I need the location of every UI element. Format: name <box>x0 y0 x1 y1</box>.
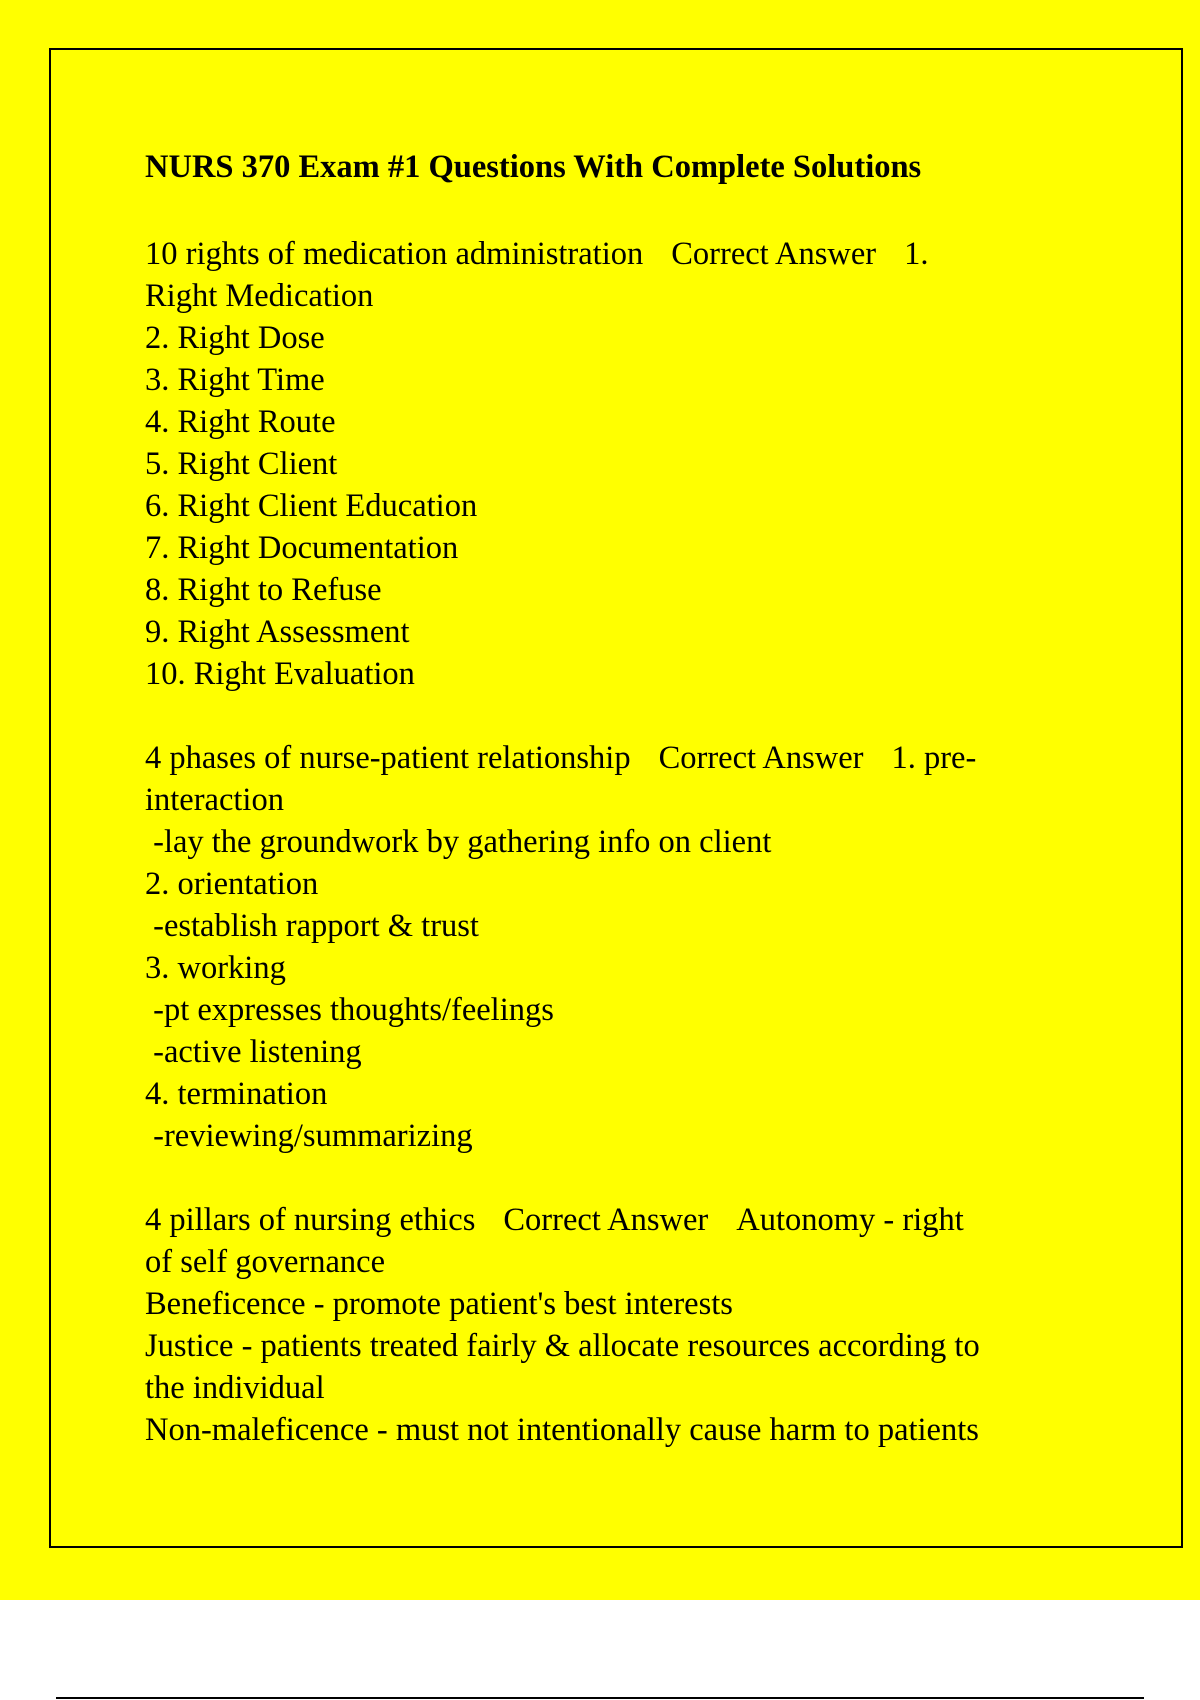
qa-item-3 <box>145 1199 1095 1451</box>
question-text: 4 pillars of nursing ethics <box>145 1202 476 1238</box>
answer-line: Beneficence - promote patient's best interests <box>145 1286 733 1322</box>
answer-line: of self governance <box>145 1244 386 1280</box>
answer-start: 1. pre- <box>891 740 977 776</box>
answer-line: 6. Right Client Education <box>145 488 478 524</box>
qa-first-line <box>145 1199 1095 1241</box>
answer-line: interaction <box>145 782 284 818</box>
answer-line: -reviewing/summarizing <box>145 1118 473 1154</box>
answer-line: -pt expresses thoughts/feelings <box>145 992 554 1028</box>
answer-line: Justice - patients treated fairly & allocate resources according to <box>145 1328 980 1364</box>
answer-line: 7. Right Documentation <box>145 530 459 566</box>
answer-line: 9. Right Assessment <box>145 614 410 650</box>
question-text: 4 phases of nurse-patient relationship <box>145 740 631 776</box>
answer-line: 2. Right Dose <box>145 320 325 356</box>
answer-line: 3. working <box>145 950 286 986</box>
qa-item-2 <box>145 737 1095 1157</box>
answer-start: Autonomy - right <box>736 1202 964 1238</box>
qa-first-line <box>145 233 1095 275</box>
answer-line: Right Medication <box>145 278 374 314</box>
answer-line: 10. Right Evaluation <box>145 656 415 692</box>
answer-line: -active listening <box>145 1034 362 1070</box>
answer-line: 8. Right to Refuse <box>145 572 382 608</box>
answer-line: 4. Right Route <box>145 404 336 440</box>
question-text: 10 rights of medication administration <box>145 236 644 272</box>
document-title: NURS 370 Exam #1 Questions With Complete Solutions <box>145 149 922 185</box>
answer-line: the individual <box>145 1370 325 1406</box>
answer-line: 3. Right Time <box>145 362 325 398</box>
document-body <box>145 143 1095 1493</box>
answer-line: -lay the groundwork by gathering info on client <box>145 824 772 860</box>
answer-line: 5. Right Client <box>145 446 338 482</box>
answer-start: 1. <box>904 236 929 272</box>
answer-line: -establish rapport & trust <box>145 908 479 944</box>
answer-line: 4. termination <box>145 1076 328 1112</box>
answer-line: Non-maleficence - must not intentionally cause harm to patients <box>145 1412 979 1448</box>
footer-rule <box>56 1697 1144 1699</box>
correct-answer-label: Correct Answer <box>658 740 864 776</box>
correct-answer-label: Correct Answer <box>671 236 877 272</box>
qa-first-line <box>145 737 1095 779</box>
correct-answer-label: Correct Answer <box>503 1202 709 1238</box>
qa-item-1 <box>145 233 1095 695</box>
answer-line: 2. orientation <box>145 866 319 902</box>
